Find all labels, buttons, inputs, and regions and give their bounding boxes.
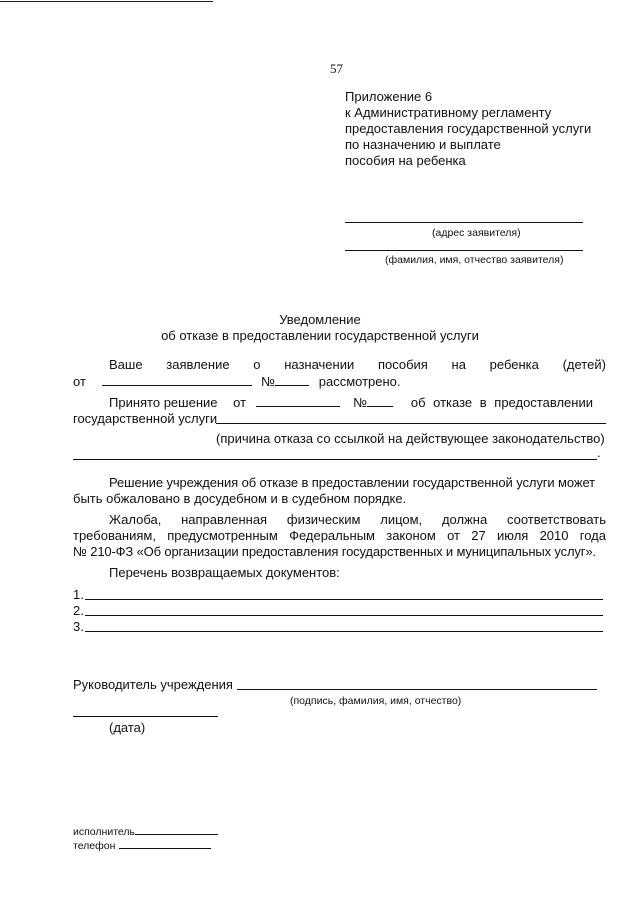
- top-edge-line: [0, 1, 213, 2]
- word: 27: [471, 528, 486, 543]
- applicant-name-line: [345, 250, 583, 251]
- document-item-number: 2.: [73, 603, 84, 618]
- word: года: [579, 528, 606, 543]
- document-item-number: 3.: [73, 619, 84, 634]
- document-line-1: [85, 599, 603, 600]
- word: соответствовать: [506, 512, 606, 527]
- word: ребенка: [489, 357, 539, 372]
- refusal-label: об отказе в предоставлении: [410, 395, 593, 410]
- appendix-line: пособия на ребенка: [345, 153, 466, 168]
- appendix-title: Приложение 6: [345, 89, 433, 104]
- para3-line2: быть обжаловано в досудебном и в судебном порядке.: [73, 491, 407, 506]
- date-caption: (дата): [109, 720, 146, 735]
- number-blank: [275, 374, 309, 386]
- signature-label: Руководитель учреждения: [73, 677, 233, 692]
- number-sign: №: [353, 395, 368, 410]
- reason-end-dot: .: [597, 445, 601, 460]
- decision-number-blank: [367, 395, 393, 407]
- para1-line1: [109, 357, 606, 372]
- reason-line: [216, 423, 606, 424]
- para2-line1: [109, 395, 593, 410]
- date-line: [73, 716, 218, 717]
- number-sign: №: [261, 374, 276, 389]
- executor-text: исполнитель: [73, 826, 135, 838]
- document-line-3: [85, 631, 603, 632]
- word: пособия: [377, 357, 428, 372]
- word: лицом,: [380, 512, 423, 527]
- word: о: [253, 357, 261, 372]
- accepted-label: Принято решение: [109, 395, 218, 410]
- word: Жалоба,: [109, 512, 162, 527]
- from-label: от: [73, 374, 86, 389]
- phone-text: телефон: [73, 840, 116, 852]
- phone-blank: [119, 839, 211, 849]
- appendix-line: по назначению и выплате: [345, 137, 501, 152]
- word: законом: [386, 528, 436, 543]
- para1-line2: [73, 374, 401, 389]
- decision-date-blank: [256, 395, 340, 407]
- para4-line1: [109, 512, 606, 527]
- notice-subtitle: об отказе в предоставлении государственной услуги: [161, 328, 479, 343]
- para3-line1: Решение учреждения об отказе в предоставлении государственной услуги может: [109, 475, 596, 490]
- date-blank: [102, 374, 252, 386]
- para4-line3: № 210-ФЗ «Об организации предоставления государственных и муниципальных услуг».: [73, 544, 596, 559]
- word: на: [451, 357, 466, 372]
- signature-caption: (подпись, фамилия, имя, отчество): [290, 695, 462, 707]
- word: 2010: [539, 528, 569, 543]
- applicant-name-caption: (фамилия, имя, отчество заявителя): [385, 254, 564, 266]
- para4-line2: [73, 528, 606, 543]
- word: физическим: [286, 512, 361, 527]
- word: предусмотренным: [167, 528, 278, 543]
- reason-line-2: [73, 459, 597, 460]
- phone-label: [73, 839, 211, 854]
- executor-blank: [135, 825, 218, 835]
- word: Федеральным: [289, 528, 375, 543]
- word: требованиям,: [73, 528, 156, 543]
- word: (детей): [562, 357, 606, 372]
- executor-label: [73, 825, 218, 840]
- word: Ваше: [109, 357, 143, 372]
- word: должна: [441, 512, 488, 527]
- document-item-number: 1.: [73, 587, 84, 602]
- applicant-address-line: [345, 222, 583, 223]
- word: от: [447, 528, 460, 543]
- document-line-2: [85, 615, 603, 616]
- reason-caption: (причина отказа со ссылкой на действующее законодательство): [216, 431, 605, 446]
- word: назначении: [284, 357, 355, 372]
- appendix-line: к Административному регламенту: [345, 105, 552, 120]
- word: июля: [496, 528, 529, 543]
- signature-line: [237, 689, 597, 690]
- word: заявление: [166, 357, 230, 372]
- documents-title: Перечень возвращаемых документов:: [109, 565, 340, 580]
- from-label: от: [233, 395, 247, 410]
- para2-service-label: государственной услуги: [73, 411, 218, 426]
- reviewed-label: рассмотрено.: [318, 374, 401, 389]
- applicant-address-caption: (адрес заявителя): [432, 227, 521, 239]
- word: направленная: [181, 512, 268, 527]
- notice-title: Уведомление: [279, 312, 361, 327]
- page-number: 57: [330, 61, 343, 76]
- appendix-line: предоставления государственной услуги: [345, 121, 592, 136]
